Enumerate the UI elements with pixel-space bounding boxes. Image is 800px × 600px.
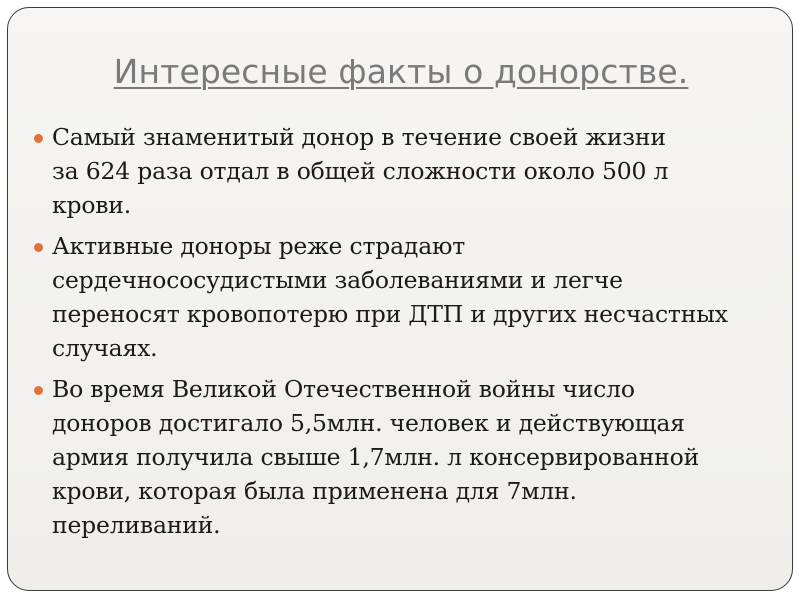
bullet-line: переливаний. [52,511,221,539]
bullet-line: Активные доноры реже страдают [52,232,466,260]
bullet-item [32,120,782,222]
bullet-line: Во время Великой Отечественной войны число [52,375,635,403]
slide [7,7,793,591]
bullet-list [32,120,782,549]
bullet-line: доноров достигало 5,5млн. человек и действующая [52,409,685,437]
bullet-line: армия получила свыше 1,7млн. л консервированной [52,443,700,471]
bullet-item [32,229,782,365]
slide-title: Интересные факты о донорстве. [113,52,689,91]
bullet-item [32,372,782,542]
bullet-line: крови. [52,191,132,219]
bullet-line: сердечнососудистыми заболеваниями и легче [52,266,623,294]
bullet-line: за 624 раза отдал в общей сложности около 500 л [52,157,669,185]
bullet-line: переносят кровопотерю при ДТП и других несчастных [52,300,728,328]
bullet-dot-icon [34,386,43,395]
bullet-line: крови, которая была применена для 7млн. [52,477,577,505]
bullet-dot-icon [34,243,43,252]
bullet-dot-icon [34,134,43,143]
bullet-line: случаях. [52,334,158,362]
title-container [8,52,793,92]
bullet-line: Самый знаменитый донор в течение своей жизни [52,123,666,151]
